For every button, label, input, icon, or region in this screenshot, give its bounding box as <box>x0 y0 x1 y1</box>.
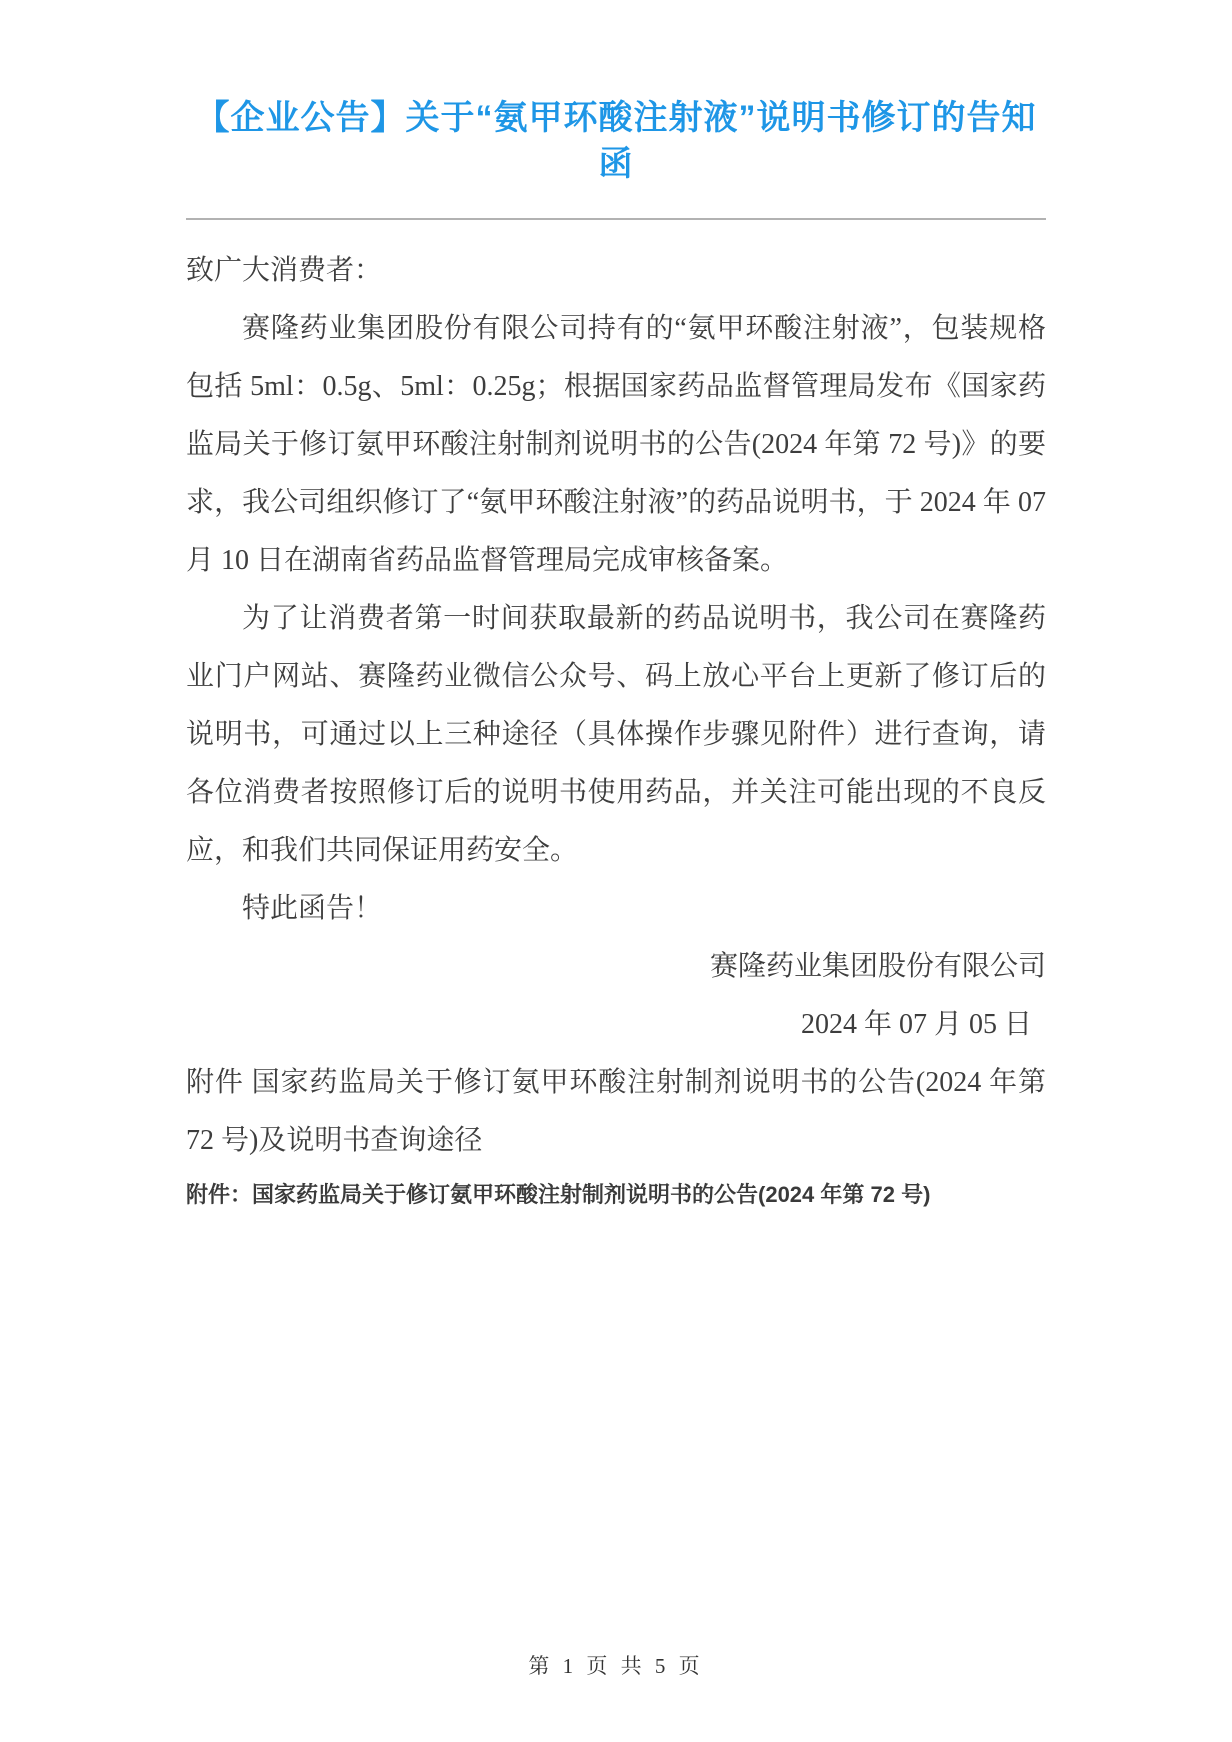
page-title: 【企业公告】关于“氨甲环酸注射液”说明书修订的告知函 <box>195 99 1037 183</box>
attachment-reference: 附件 国家药监局关于修订氨甲环酸注射制剂说明书的公告(2024 年第72 号)及说明书查询途径 <box>186 1066 1046 1156</box>
closing-statement: 特此函告！ <box>242 892 383 924</box>
company-signature: 赛隆药业集团股份有限公司 <box>709 950 1046 982</box>
document-body <box>186 242 1046 1170</box>
title-divider <box>186 218 1046 220</box>
paragraph-access-channels: 为了让消费者第一时间获取最新的药品说明书，我公司在赛隆药业门户网站、赛隆药业微信公众号、码上放心平台上更新了修订后的说明书，可通过以上三种途径（具体操作步骤见附件）进行查询，请各位消费者按照修订后的说明书使用药品，并关注可能出现的不良反应，和我们共同保证用药安全。 <box>186 602 1046 866</box>
attachment-note: 附件：国家药监局关于修订氨甲环酸注射制剂说明书的公告(2024 年第 72 号) <box>186 1181 931 1207</box>
signature-date: 2024 年 07 月 05 日 <box>800 1008 1032 1040</box>
paragraph-revision-notice: 赛隆药业集团股份有限公司持有的“氨甲环酸注射液”，包装规格包括 5ml：0.5g、5ml：0.25g；根据国家药品监督管理局发布《国家药监局关于修订氨甲环酸注射制剂说明书的公告(2024 年第 72 号)》的要求，我公司组织修订了“氨甲环酸注射液”的药品说明书，于 2024 年 07 月 10 日在湖南省药品监督管理局完成审核备案。 <box>186 312 1046 576</box>
salutation: 致广大消费者： <box>186 254 383 286</box>
page-number-footer: 第 1 页 共 5 页 <box>528 1654 704 1678</box>
